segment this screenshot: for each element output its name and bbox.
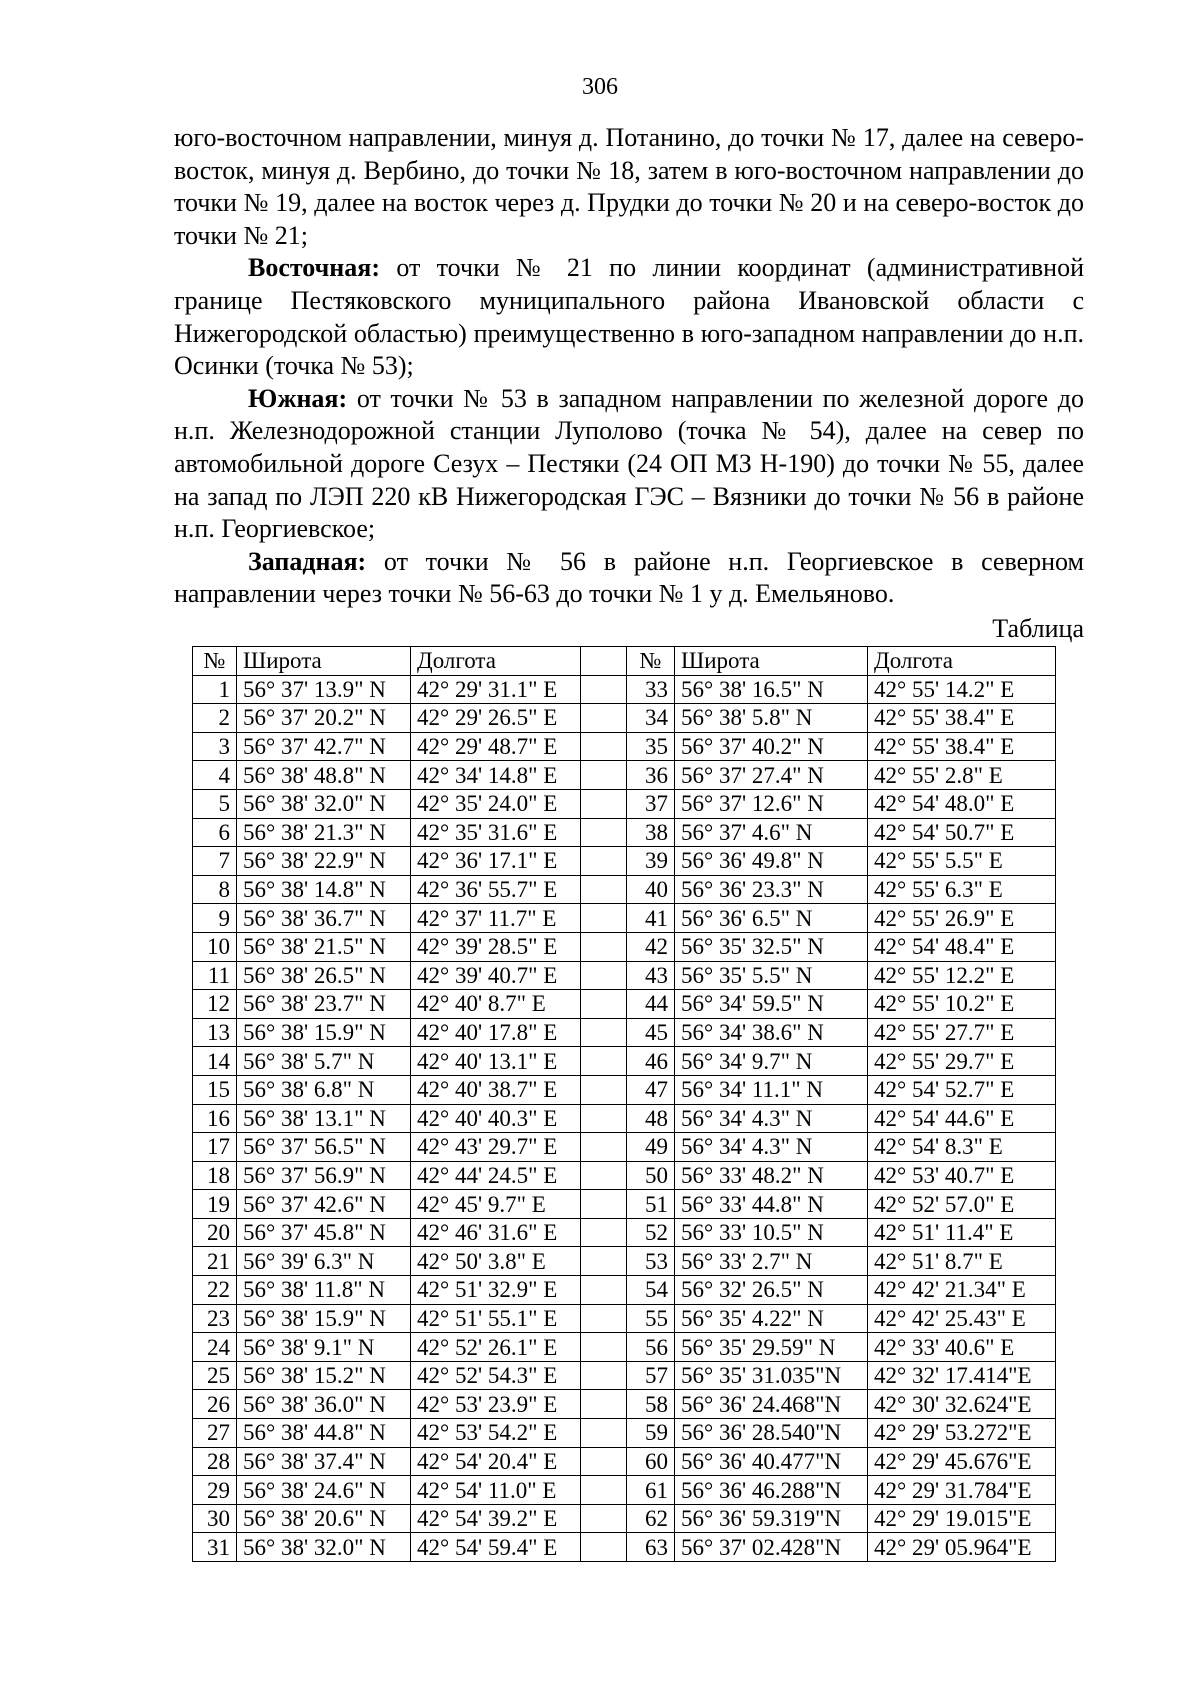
table-caption: Таблица xyxy=(992,614,1084,643)
cell-spacer xyxy=(581,761,627,790)
page-number: 306 xyxy=(582,74,618,100)
cell-longitude-left: 42° 44' 24.5" E xyxy=(411,1161,581,1190)
cell-longitude-right: 42° 54' 48.4" E xyxy=(868,932,1056,961)
cell-number-left: 20 xyxy=(193,1218,237,1247)
table-row xyxy=(193,1533,1056,1562)
cell-latitude-left: 56° 38' 13.1" N xyxy=(237,1104,411,1133)
cell-longitude-right: 42° 54' 50.7" E xyxy=(868,818,1056,847)
cell-spacer xyxy=(581,961,627,990)
cell-latitude-right: 56° 37' 27.4" N xyxy=(675,761,868,790)
cell-longitude-right: 42° 54' 8.3" E xyxy=(868,1133,1056,1162)
cell-latitude-right: 56° 38' 5.8" N xyxy=(675,704,868,733)
cell-number-right: 50 xyxy=(627,1161,675,1190)
cell-longitude-right: 42° 55' 26.9" E xyxy=(868,904,1056,933)
paragraph-east-label: Восточная: xyxy=(248,253,381,283)
cell-spacer xyxy=(581,1419,627,1448)
cell-number-right: 58 xyxy=(627,1390,675,1419)
table-row xyxy=(193,1075,1056,1104)
cell-number-left: 19 xyxy=(193,1190,237,1219)
cell-latitude-right: 56° 33' 44.8" N xyxy=(675,1190,868,1219)
cell-longitude-left: 42° 40' 8.7" E xyxy=(411,990,581,1019)
cell-spacer xyxy=(581,904,627,933)
cell-spacer xyxy=(581,1218,627,1247)
cell-latitude-right: 56° 35' 4.22" N xyxy=(675,1304,868,1333)
cell-spacer xyxy=(581,1104,627,1133)
cell-latitude-right: 56° 35' 31.035"N xyxy=(675,1361,868,1390)
paragraph-east-text: от точки № 21 по линии координат (административной границе Пестяковского муниципального района Ивановской области с Нижегородской областью) преимущественно в юго-западном направлении до н.п. Осинки (точка № 53); xyxy=(174,253,1084,381)
cell-number-left: 14 xyxy=(193,1047,237,1076)
cell-latitude-left: 56° 37' 56.5" N xyxy=(237,1133,411,1162)
table-row xyxy=(193,961,1056,990)
header-number-left: № xyxy=(193,647,237,676)
cell-number-left: 25 xyxy=(193,1361,237,1390)
table-row xyxy=(193,1304,1056,1333)
table-row xyxy=(193,875,1056,904)
cell-latitude-left: 56° 37' 20.2" N xyxy=(237,704,411,733)
cell-latitude-right: 56° 36' 46.288"N xyxy=(675,1476,868,1505)
cell-longitude-right: 42° 55' 27.7" E xyxy=(868,1018,1056,1047)
cell-number-left: 5 xyxy=(193,789,237,818)
cell-longitude-left: 42° 54' 59.4" E xyxy=(411,1533,581,1562)
cell-latitude-right: 56° 36' 40.477"N xyxy=(675,1447,868,1476)
cell-number-right: 53 xyxy=(627,1247,675,1276)
cell-number-right: 52 xyxy=(627,1218,675,1247)
cell-latitude-right: 56° 34' 38.6" N xyxy=(675,1018,868,1047)
cell-longitude-right: 42° 29' 53.272"E xyxy=(868,1419,1056,1448)
cell-longitude-left: 42° 54' 20.4" E xyxy=(411,1447,581,1476)
cell-latitude-right: 56° 36' 59.319"N xyxy=(675,1504,868,1533)
cell-number-right: 51 xyxy=(627,1190,675,1219)
cell-latitude-left: 56° 38' 15.9" N xyxy=(237,1304,411,1333)
cell-latitude-left: 56° 38' 15.9" N xyxy=(237,1018,411,1047)
cell-latitude-right: 56° 37' 12.6" N xyxy=(675,789,868,818)
cell-latitude-left: 56° 38' 9.1" N xyxy=(237,1333,411,1362)
cell-longitude-left: 42° 45' 9.7" E xyxy=(411,1190,581,1219)
paragraph-west xyxy=(174,546,1084,611)
header-latitude-left: Широта xyxy=(237,647,411,676)
cell-longitude-right: 42° 51' 8.7" E xyxy=(868,1247,1056,1276)
cell-number-left: 8 xyxy=(193,875,237,904)
cell-latitude-left: 56° 37' 42.6" N xyxy=(237,1190,411,1219)
cell-longitude-right: 42° 42' 25.43" E xyxy=(868,1304,1056,1333)
table-row xyxy=(193,1504,1056,1533)
cell-number-left: 1 xyxy=(193,675,237,704)
cell-latitude-left: 56° 38' 24.6" N xyxy=(237,1476,411,1505)
cell-longitude-left: 42° 39' 28.5" E xyxy=(411,932,581,961)
cell-latitude-right: 56° 35' 29.59" N xyxy=(675,1333,868,1362)
cell-number-left: 24 xyxy=(193,1333,237,1362)
cell-number-right: 33 xyxy=(627,675,675,704)
cell-longitude-left: 42° 40' 17.8" E xyxy=(411,1018,581,1047)
cell-spacer xyxy=(581,1047,627,1076)
table-row xyxy=(193,1476,1056,1505)
cell-number-left: 13 xyxy=(193,1018,237,1047)
cell-spacer xyxy=(581,1247,627,1276)
table-row xyxy=(193,904,1056,933)
cell-longitude-left: 42° 37' 11.7" E xyxy=(411,904,581,933)
table-row xyxy=(193,932,1056,961)
cell-number-left: 26 xyxy=(193,1390,237,1419)
cell-spacer xyxy=(581,1390,627,1419)
cell-number-left: 27 xyxy=(193,1419,237,1448)
table-row xyxy=(193,675,1056,704)
cell-number-left: 17 xyxy=(193,1133,237,1162)
cell-latitude-right: 56° 33' 48.2" N xyxy=(675,1161,868,1190)
cell-longitude-left: 42° 40' 13.1" E xyxy=(411,1047,581,1076)
table-row xyxy=(193,1276,1056,1305)
cell-number-right: 44 xyxy=(627,990,675,1019)
cell-spacer xyxy=(581,1333,627,1362)
cell-longitude-right: 42° 30' 32.624"E xyxy=(868,1390,1056,1419)
cell-number-right: 41 xyxy=(627,904,675,933)
cell-longitude-left: 42° 36' 55.7" E xyxy=(411,875,581,904)
cell-number-left: 7 xyxy=(193,847,237,876)
cell-latitude-right: 56° 36' 23.3" N xyxy=(675,875,868,904)
table-header-row xyxy=(193,647,1056,676)
cell-number-right: 61 xyxy=(627,1476,675,1505)
cell-latitude-right: 56° 34' 11.1" N xyxy=(675,1075,868,1104)
cell-latitude-right: 56° 36' 24.468"N xyxy=(675,1390,868,1419)
cell-latitude-left: 56° 38' 15.2" N xyxy=(237,1361,411,1390)
table-row xyxy=(193,1218,1056,1247)
cell-longitude-right: 42° 54' 48.0" E xyxy=(868,789,1056,818)
table-row xyxy=(193,990,1056,1019)
header-spacer xyxy=(581,647,627,676)
cell-latitude-left: 56° 39' 6.3" N xyxy=(237,1247,411,1276)
table-row xyxy=(193,732,1056,761)
cell-longitude-right: 42° 55' 2.8" E xyxy=(868,761,1056,790)
cell-latitude-left: 56° 38' 44.8" N xyxy=(237,1419,411,1448)
table-row xyxy=(193,789,1056,818)
cell-spacer xyxy=(581,847,627,876)
cell-longitude-right: 42° 29' 05.964"E xyxy=(868,1533,1056,1562)
cell-longitude-left: 42° 40' 40.3" E xyxy=(411,1104,581,1133)
cell-spacer xyxy=(581,990,627,1019)
header-longitude-left: Долгота xyxy=(411,647,581,676)
header-latitude-right: Широта xyxy=(675,647,868,676)
cell-spacer xyxy=(581,1504,627,1533)
table-row xyxy=(193,1190,1056,1219)
cell-number-right: 38 xyxy=(627,818,675,847)
cell-latitude-right: 56° 37' 4.6" N xyxy=(675,818,868,847)
cell-longitude-right: 42° 55' 38.4" E xyxy=(868,732,1056,761)
cell-longitude-right: 42° 42' 21.34" E xyxy=(868,1276,1056,1305)
cell-longitude-left: 42° 51' 32.9" E xyxy=(411,1276,581,1305)
cell-spacer xyxy=(581,1018,627,1047)
cell-number-right: 39 xyxy=(627,847,675,876)
cell-latitude-left: 56° 38' 22.9" N xyxy=(237,847,411,876)
cell-longitude-left: 42° 54' 11.0" E xyxy=(411,1476,581,1505)
cell-number-left: 16 xyxy=(193,1104,237,1133)
cell-latitude-right: 56° 37' 40.2" N xyxy=(675,732,868,761)
cell-number-right: 60 xyxy=(627,1447,675,1476)
cell-latitude-right: 56° 33' 2.7" N xyxy=(675,1247,868,1276)
cell-number-right: 42 xyxy=(627,932,675,961)
table-row xyxy=(193,1361,1056,1390)
cell-spacer xyxy=(581,932,627,961)
cell-number-right: 45 xyxy=(627,1018,675,1047)
cell-number-left: 23 xyxy=(193,1304,237,1333)
paragraph-east xyxy=(174,252,1084,382)
table-row xyxy=(193,704,1056,733)
coordinates-table xyxy=(192,646,1056,1562)
cell-number-left: 10 xyxy=(193,932,237,961)
cell-number-left: 15 xyxy=(193,1075,237,1104)
cell-spacer xyxy=(581,1133,627,1162)
table-row xyxy=(193,761,1056,790)
cell-number-left: 9 xyxy=(193,904,237,933)
cell-number-right: 47 xyxy=(627,1075,675,1104)
paragraph-west-label: Западная: xyxy=(248,546,367,576)
cell-number-left: 18 xyxy=(193,1161,237,1190)
cell-latitude-left: 56° 38' 20.6" N xyxy=(237,1504,411,1533)
cell-latitude-left: 56° 37' 56.9" N xyxy=(237,1161,411,1190)
paragraph-south-text: от точки № 53 в западном направлении по железной дороге до н.п. Железнодорожной станции Луполово (точка № 54), далее на север по автомобильной дороге Сезух – Пестяки (24 ОП МЗ Н-190) до точки № 55, далее на запад по ЛЭП 220 кВ Нижегородская ГЭС – Вязники до точки № 56 в районе н.п. Георгиевское; xyxy=(174,383,1084,544)
cell-latitude-right: 56° 34' 9.7" N xyxy=(675,1047,868,1076)
cell-longitude-left: 42° 43' 29.7" E xyxy=(411,1133,581,1162)
cell-latitude-right: 56° 36' 6.5" N xyxy=(675,904,868,933)
cell-longitude-left: 42° 53' 54.2" E xyxy=(411,1419,581,1448)
cell-number-right: 59 xyxy=(627,1419,675,1448)
cell-longitude-left: 42° 52' 54.3" E xyxy=(411,1361,581,1390)
cell-longitude-right: 42° 55' 10.2" E xyxy=(868,990,1056,1019)
cell-number-left: 6 xyxy=(193,818,237,847)
paragraph-south-label: Южная: xyxy=(248,383,348,413)
cell-longitude-left: 42° 36' 17.1" E xyxy=(411,847,581,876)
cell-longitude-left: 42° 52' 26.1" E xyxy=(411,1333,581,1362)
cell-latitude-right: 56° 37' 02.428"N xyxy=(675,1533,868,1562)
table-row xyxy=(193,818,1056,847)
cell-spacer xyxy=(581,1075,627,1104)
cell-latitude-right: 56° 34' 59.5" N xyxy=(675,990,868,1019)
cell-number-left: 2 xyxy=(193,704,237,733)
cell-latitude-left: 56° 38' 48.8" N xyxy=(237,761,411,790)
cell-spacer xyxy=(581,818,627,847)
cell-latitude-left: 56° 37' 42.7" N xyxy=(237,732,411,761)
cell-number-left: 22 xyxy=(193,1276,237,1305)
cell-latitude-left: 56° 38' 5.7" N xyxy=(237,1047,411,1076)
cell-longitude-left: 42° 34' 14.8" E xyxy=(411,761,581,790)
cell-number-right: 37 xyxy=(627,789,675,818)
cell-longitude-left: 42° 46' 31.6" E xyxy=(411,1218,581,1247)
cell-longitude-right: 42° 55' 14.2" E xyxy=(868,675,1056,704)
cell-longitude-right: 42° 29' 19.015"E xyxy=(868,1504,1056,1533)
cell-longitude-right: 42° 54' 44.6" E xyxy=(868,1104,1056,1133)
cell-latitude-left: 56° 38' 32.0" N xyxy=(237,1533,411,1562)
table-row xyxy=(193,1419,1056,1448)
cell-longitude-right: 42° 53' 40.7" E xyxy=(868,1161,1056,1190)
cell-spacer xyxy=(581,704,627,733)
cell-latitude-left: 56° 38' 26.5" N xyxy=(237,961,411,990)
cell-spacer xyxy=(581,1447,627,1476)
cell-latitude-right: 56° 35' 5.5" N xyxy=(675,961,868,990)
table-row xyxy=(193,1247,1056,1276)
cell-number-right: 35 xyxy=(627,732,675,761)
cell-longitude-right: 42° 29' 31.784"E xyxy=(868,1476,1056,1505)
cell-number-right: 43 xyxy=(627,961,675,990)
table-row xyxy=(193,1104,1056,1133)
cell-longitude-right: 42° 32' 17.414"E xyxy=(868,1361,1056,1390)
cell-longitude-left: 42° 35' 24.0" E xyxy=(411,789,581,818)
cell-number-left: 29 xyxy=(193,1476,237,1505)
cell-number-left: 3 xyxy=(193,732,237,761)
cell-longitude-right: 42° 55' 5.5" E xyxy=(868,847,1056,876)
cell-spacer xyxy=(581,789,627,818)
cell-longitude-left: 42° 29' 26.5" E xyxy=(411,704,581,733)
cell-longitude-left: 42° 50' 3.8" E xyxy=(411,1247,581,1276)
cell-number-right: 62 xyxy=(627,1504,675,1533)
cell-longitude-left: 42° 51' 55.1" E xyxy=(411,1304,581,1333)
cell-longitude-left: 42° 40' 38.7" E xyxy=(411,1075,581,1104)
cell-longitude-left: 42° 35' 31.6" E xyxy=(411,818,581,847)
cell-latitude-right: 56° 34' 4.3" N xyxy=(675,1104,868,1133)
cell-latitude-left: 56° 38' 11.8" N xyxy=(237,1276,411,1305)
table-row xyxy=(193,847,1056,876)
cell-latitude-left: 56° 38' 14.8" N xyxy=(237,875,411,904)
table-row xyxy=(193,1447,1056,1476)
cell-latitude-left: 56° 38' 32.0" N xyxy=(237,789,411,818)
cell-longitude-left: 42° 39' 40.7" E xyxy=(411,961,581,990)
cell-longitude-left: 42° 53' 23.9" E xyxy=(411,1390,581,1419)
cell-longitude-right: 42° 55' 12.2" E xyxy=(868,961,1056,990)
cell-longitude-right: 42° 52' 57.0" E xyxy=(868,1190,1056,1219)
paragraph-south xyxy=(174,383,1084,546)
table-row xyxy=(193,1018,1056,1047)
cell-longitude-right: 42° 55' 38.4" E xyxy=(868,704,1056,733)
cell-spacer xyxy=(581,1476,627,1505)
cell-number-right: 40 xyxy=(627,875,675,904)
cell-number-left: 28 xyxy=(193,1447,237,1476)
table-row xyxy=(193,1133,1056,1162)
cell-latitude-right: 56° 36' 28.540"N xyxy=(675,1419,868,1448)
cell-number-left: 11 xyxy=(193,961,237,990)
cell-number-left: 12 xyxy=(193,990,237,1019)
cell-spacer xyxy=(581,1533,627,1562)
cell-number-left: 31 xyxy=(193,1533,237,1562)
cell-latitude-left: 56° 38' 21.3" N xyxy=(237,818,411,847)
cell-number-left: 4 xyxy=(193,761,237,790)
cell-spacer xyxy=(581,1190,627,1219)
cell-spacer xyxy=(581,732,627,761)
cell-latitude-right: 56° 36' 49.8" N xyxy=(675,847,868,876)
cell-number-left: 21 xyxy=(193,1247,237,1276)
cell-spacer xyxy=(581,1276,627,1305)
cell-longitude-right: 42° 55' 29.7" E xyxy=(868,1047,1056,1076)
header-number-right: № xyxy=(627,647,675,676)
table-row xyxy=(193,1161,1056,1190)
table-row xyxy=(193,1333,1056,1362)
cell-latitude-left: 56° 37' 45.8" N xyxy=(237,1218,411,1247)
table-row xyxy=(193,1047,1056,1076)
cell-number-left: 30 xyxy=(193,1504,237,1533)
cell-latitude-right: 56° 38' 16.5" N xyxy=(675,675,868,704)
cell-longitude-left: 42° 29' 48.7" E xyxy=(411,732,581,761)
cell-number-right: 34 xyxy=(627,704,675,733)
cell-longitude-right: 42° 29' 45.676"E xyxy=(868,1447,1056,1476)
cell-latitude-left: 56° 37' 13.9" N xyxy=(237,675,411,704)
cell-longitude-right: 42° 33' 40.6" E xyxy=(868,1333,1056,1362)
cell-longitude-left: 42° 54' 39.2" E xyxy=(411,1504,581,1533)
cell-latitude-left: 56° 38' 21.5" N xyxy=(237,932,411,961)
cell-longitude-left: 42° 29' 31.1" E xyxy=(411,675,581,704)
table-body xyxy=(193,675,1056,1561)
cell-number-right: 49 xyxy=(627,1133,675,1162)
cell-spacer xyxy=(581,675,627,704)
cell-latitude-left: 56° 38' 37.4" N xyxy=(237,1447,411,1476)
cell-longitude-right: 42° 55' 6.3" E xyxy=(868,875,1056,904)
cell-spacer xyxy=(581,1161,627,1190)
paragraph-continuation: юго-восточном направлении, минуя д. Потанино, до точки № 17, далее на северо-восток, минуя д. Вербино, до точки № 18, затем в юго-восточном направлении до точки № 19, далее на восток через д. Прудки до точки № 20 и на северо-восток до точки № 21; xyxy=(174,123,1084,250)
cell-latitude-right: 56° 33' 10.5" N xyxy=(675,1218,868,1247)
cell-number-right: 63 xyxy=(627,1533,675,1562)
cell-spacer xyxy=(581,875,627,904)
header-longitude-right: Долгота xyxy=(868,647,1056,676)
cell-number-right: 57 xyxy=(627,1361,675,1390)
body-text xyxy=(174,122,1084,611)
cell-number-right: 55 xyxy=(627,1304,675,1333)
cell-latitude-left: 56° 38' 36.0" N xyxy=(237,1390,411,1419)
cell-longitude-right: 42° 51' 11.4" E xyxy=(868,1218,1056,1247)
cell-latitude-left: 56° 38' 6.8" N xyxy=(237,1075,411,1104)
cell-spacer xyxy=(581,1304,627,1333)
cell-number-right: 46 xyxy=(627,1047,675,1076)
cell-spacer xyxy=(581,1361,627,1390)
cell-number-right: 48 xyxy=(627,1104,675,1133)
cell-latitude-left: 56° 38' 23.7" N xyxy=(237,990,411,1019)
cell-latitude-left: 56° 38' 36.7" N xyxy=(237,904,411,933)
paragraph-west-text: от точки № 56 в районе н.п. Георгиевское в северном направлении через точки № 56-63 до точки № 1 у д. Емельяново. xyxy=(174,546,1084,609)
cell-latitude-right: 56° 32' 26.5" N xyxy=(675,1276,868,1305)
cell-number-right: 36 xyxy=(627,761,675,790)
table-row xyxy=(193,1390,1056,1419)
cell-latitude-right: 56° 34' 4.3" N xyxy=(675,1133,868,1162)
cell-number-right: 56 xyxy=(627,1333,675,1362)
cell-latitude-right: 56° 35' 32.5" N xyxy=(675,932,868,961)
cell-longitude-right: 42° 54' 52.7" E xyxy=(868,1075,1056,1104)
cell-number-right: 54 xyxy=(627,1276,675,1305)
